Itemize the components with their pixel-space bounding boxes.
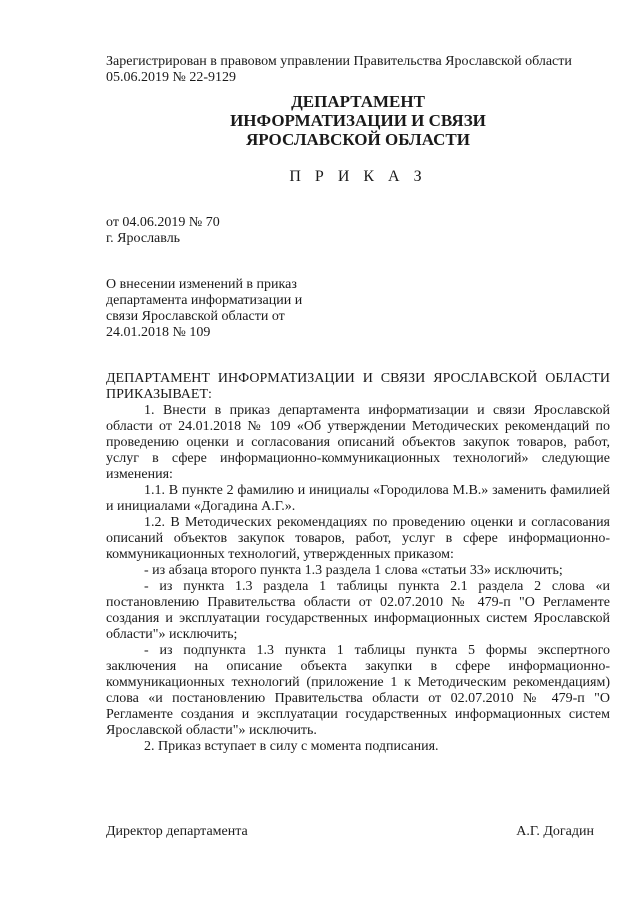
order-title: П Р И К А З	[289, 168, 427, 185]
order-change-item-3: - из подпункта 1.3 пункта 1 таблицы пункта 5 формы экспертного заключения на описание объекта закупки в сфере информационно-коммуникационных технологий (приложение 1 к Методическим рекомендациям) слова «и постановлению Правительства области от 02.07.2010 № 479-п "О Регламенте создания и эксплуатации государственных информационных систем Ярославской области"» исключить.	[106, 643, 610, 738]
order-meta	[106, 215, 610, 247]
department-header	[106, 92, 610, 149]
registration-line-2: 05.06.2019 № 22-9129	[106, 70, 237, 85]
order-paragraph-1-2: 1.2. В Методических рекомендациях по проведению оценки и согласования описаний объектов закупок товаров, работ, услуг в сфере информационно-коммуникационных технологий, утвержденных приказом:	[106, 515, 610, 562]
order-subject: О внесении изменений в приказ департамента информатизации и связи Ярославской области от 24.01.2018 № 109	[106, 277, 303, 340]
department-header-line-1: ДЕПАРТАМЕНТ	[291, 92, 425, 111]
order-paragraph-1: 1. Внести в приказ департамента информатизации и связи Ярославской области от 24.01.2018 № 109 «Об утверждении Методических рекомендаций по проведению оценки и согласования описаний объектов закупок товаров, работ, услуг в сфере информационно-коммуникационных технологий» следующие изменения:	[106, 403, 610, 482]
order-city: г. Ярославль	[106, 231, 181, 246]
document-page	[106, 54, 610, 755]
signature-name: А.Г. Догадин	[516, 824, 594, 839]
signature-block	[106, 824, 594, 840]
order-date-number: от 04.06.2019 № 70	[106, 215, 220, 230]
order-change-item-1: - из абзаца второго пункта 1.3 раздела 1 слова «статьи 33» исключить;	[144, 563, 563, 578]
order-intro: ДЕПАРТАМЕНТ ИНФОРМАТИЗАЦИИ И СВЯЗИ ЯРОСЛАВСКОЙ ОБЛАСТИ ПРИКАЗЫВАЕТ:	[106, 371, 610, 402]
department-header-line-2: ИНФОРМАТИЗАЦИИ И СВЯЗИ	[230, 111, 486, 130]
order-paragraph-2: 2. Приказ вступает в силу с момента подписания.	[144, 739, 439, 754]
order-body	[106, 371, 610, 755]
order-change-item-2: - из пункта 1.3 раздела 1 таблицы пункта 2.1 раздела 2 слова «и постановлению Правительства области от 02.07.2010 № 479-п "О Регламенте создания и эксплуатации государственных информационных систем Ярославской области"» исключить;	[106, 579, 610, 642]
registration-stamp	[106, 54, 610, 86]
order-paragraph-1-1: 1.1. В пункте 2 фамилию и инициалы «Городилова М.В.» заменить фамилией и инициалами «Догадина А.Г.».	[106, 483, 610, 514]
registration-line-1: Зарегистрирован в правовом управлении Правительства Ярославской области	[106, 54, 572, 69]
department-header-line-3: ЯРОСЛАВСКОЙ ОБЛАСТИ	[246, 130, 470, 149]
signature-position: Директор департамента	[106, 824, 248, 839]
